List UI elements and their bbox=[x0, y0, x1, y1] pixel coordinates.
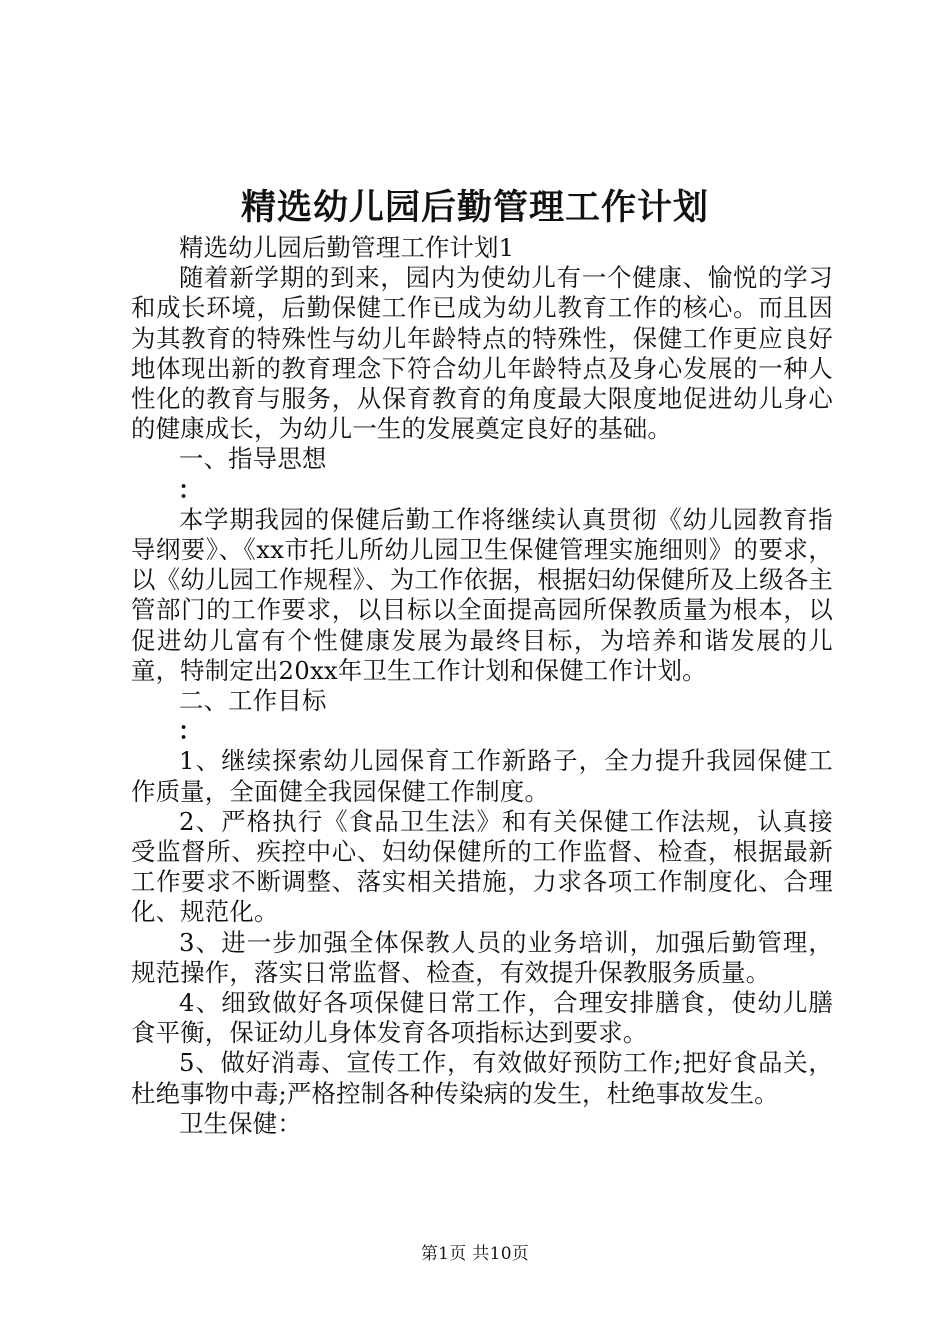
goal-item-5: 5、做好消毒、宣传工作，有效做好预防工作;把好食品关，杜绝事物中毒;严格控制各种传染病的发生，杜绝事故发生。 bbox=[131, 1048, 833, 1108]
document-body bbox=[131, 233, 833, 1139]
section-heading-work-goals: 二、工作目标 bbox=[179, 686, 327, 716]
goal-item-1: 1、继续探索幼儿园保育工作新路子，全力提升我园保健工作质量，全面健全我园保健工作制度。 bbox=[131, 746, 833, 806]
goal-item-3: 3、进一步加强全体保教人员的业务培训，加强后勤管理，规范操作，落实日常监督、检查，有效提升保教服务质量。 bbox=[131, 927, 833, 987]
document-title: 精选幼儿园后勤管理工作计划 bbox=[240, 187, 709, 228]
section-heading-health-care: 卫生保健： bbox=[179, 1108, 302, 1138]
page-number-footer: 第1页 共10页 bbox=[420, 1244, 530, 1264]
guiding-thought-paragraph: 本学期我园的保健后勤工作将继续认真贯彻《幼儿园教育指导纲要》、《xx市托儿所幼儿园卫生保健管理实施细则》的要求，以《幼儿园工作规程》、为工作依据，根据妇幼保健所及上级各主管部门的工作要求，以目标以全面提高园所保教质量为根本，以促进幼儿富有个性健康发展为最终目标，为培养和谐发展的儿童，特制定出20xx年卫生工作计划和保健工作计划。 bbox=[131, 504, 833, 685]
colon-line: ： bbox=[178, 716, 202, 746]
colon-line: ： bbox=[178, 474, 202, 504]
section-heading-guiding-thought: 一、指导思想 bbox=[179, 444, 327, 474]
goal-item-4: 4、细致做好各项保健日常工作，合理安排膳食，使幼儿膳食平衡，保证幼儿身体发育各项指标达到要求。 bbox=[131, 988, 833, 1048]
section-heading-plan-1: 精选幼儿园后勤管理工作计划1 bbox=[179, 233, 515, 262]
goal-item-2: 2、严格执行《食品卫生法》和有关保健工作法规，认真接受监督所、疾控中心、妇幼保健所的工作监督、检查，根据最新工作要求不断调整、落实相关措施，力求各项工作制度化、合理化、规范化。 bbox=[131, 806, 833, 927]
intro-paragraph: 随着新学期的到来，园内为使幼儿有一个健康、愉悦的学习和成长环境，后勤保健工作已成为幼儿教育工作的核心。而且因为其教育的特殊性与幼儿年龄特点的特殊性，保健工作更应良好地体现出新的教育理念下符合幼儿年龄特点及身心发展的一种人性化的教育与服务，从保育教育的角度最大限度地促进幼儿身心的健康成长，为幼儿一生的发展奠定良好的基础。 bbox=[131, 263, 833, 444]
